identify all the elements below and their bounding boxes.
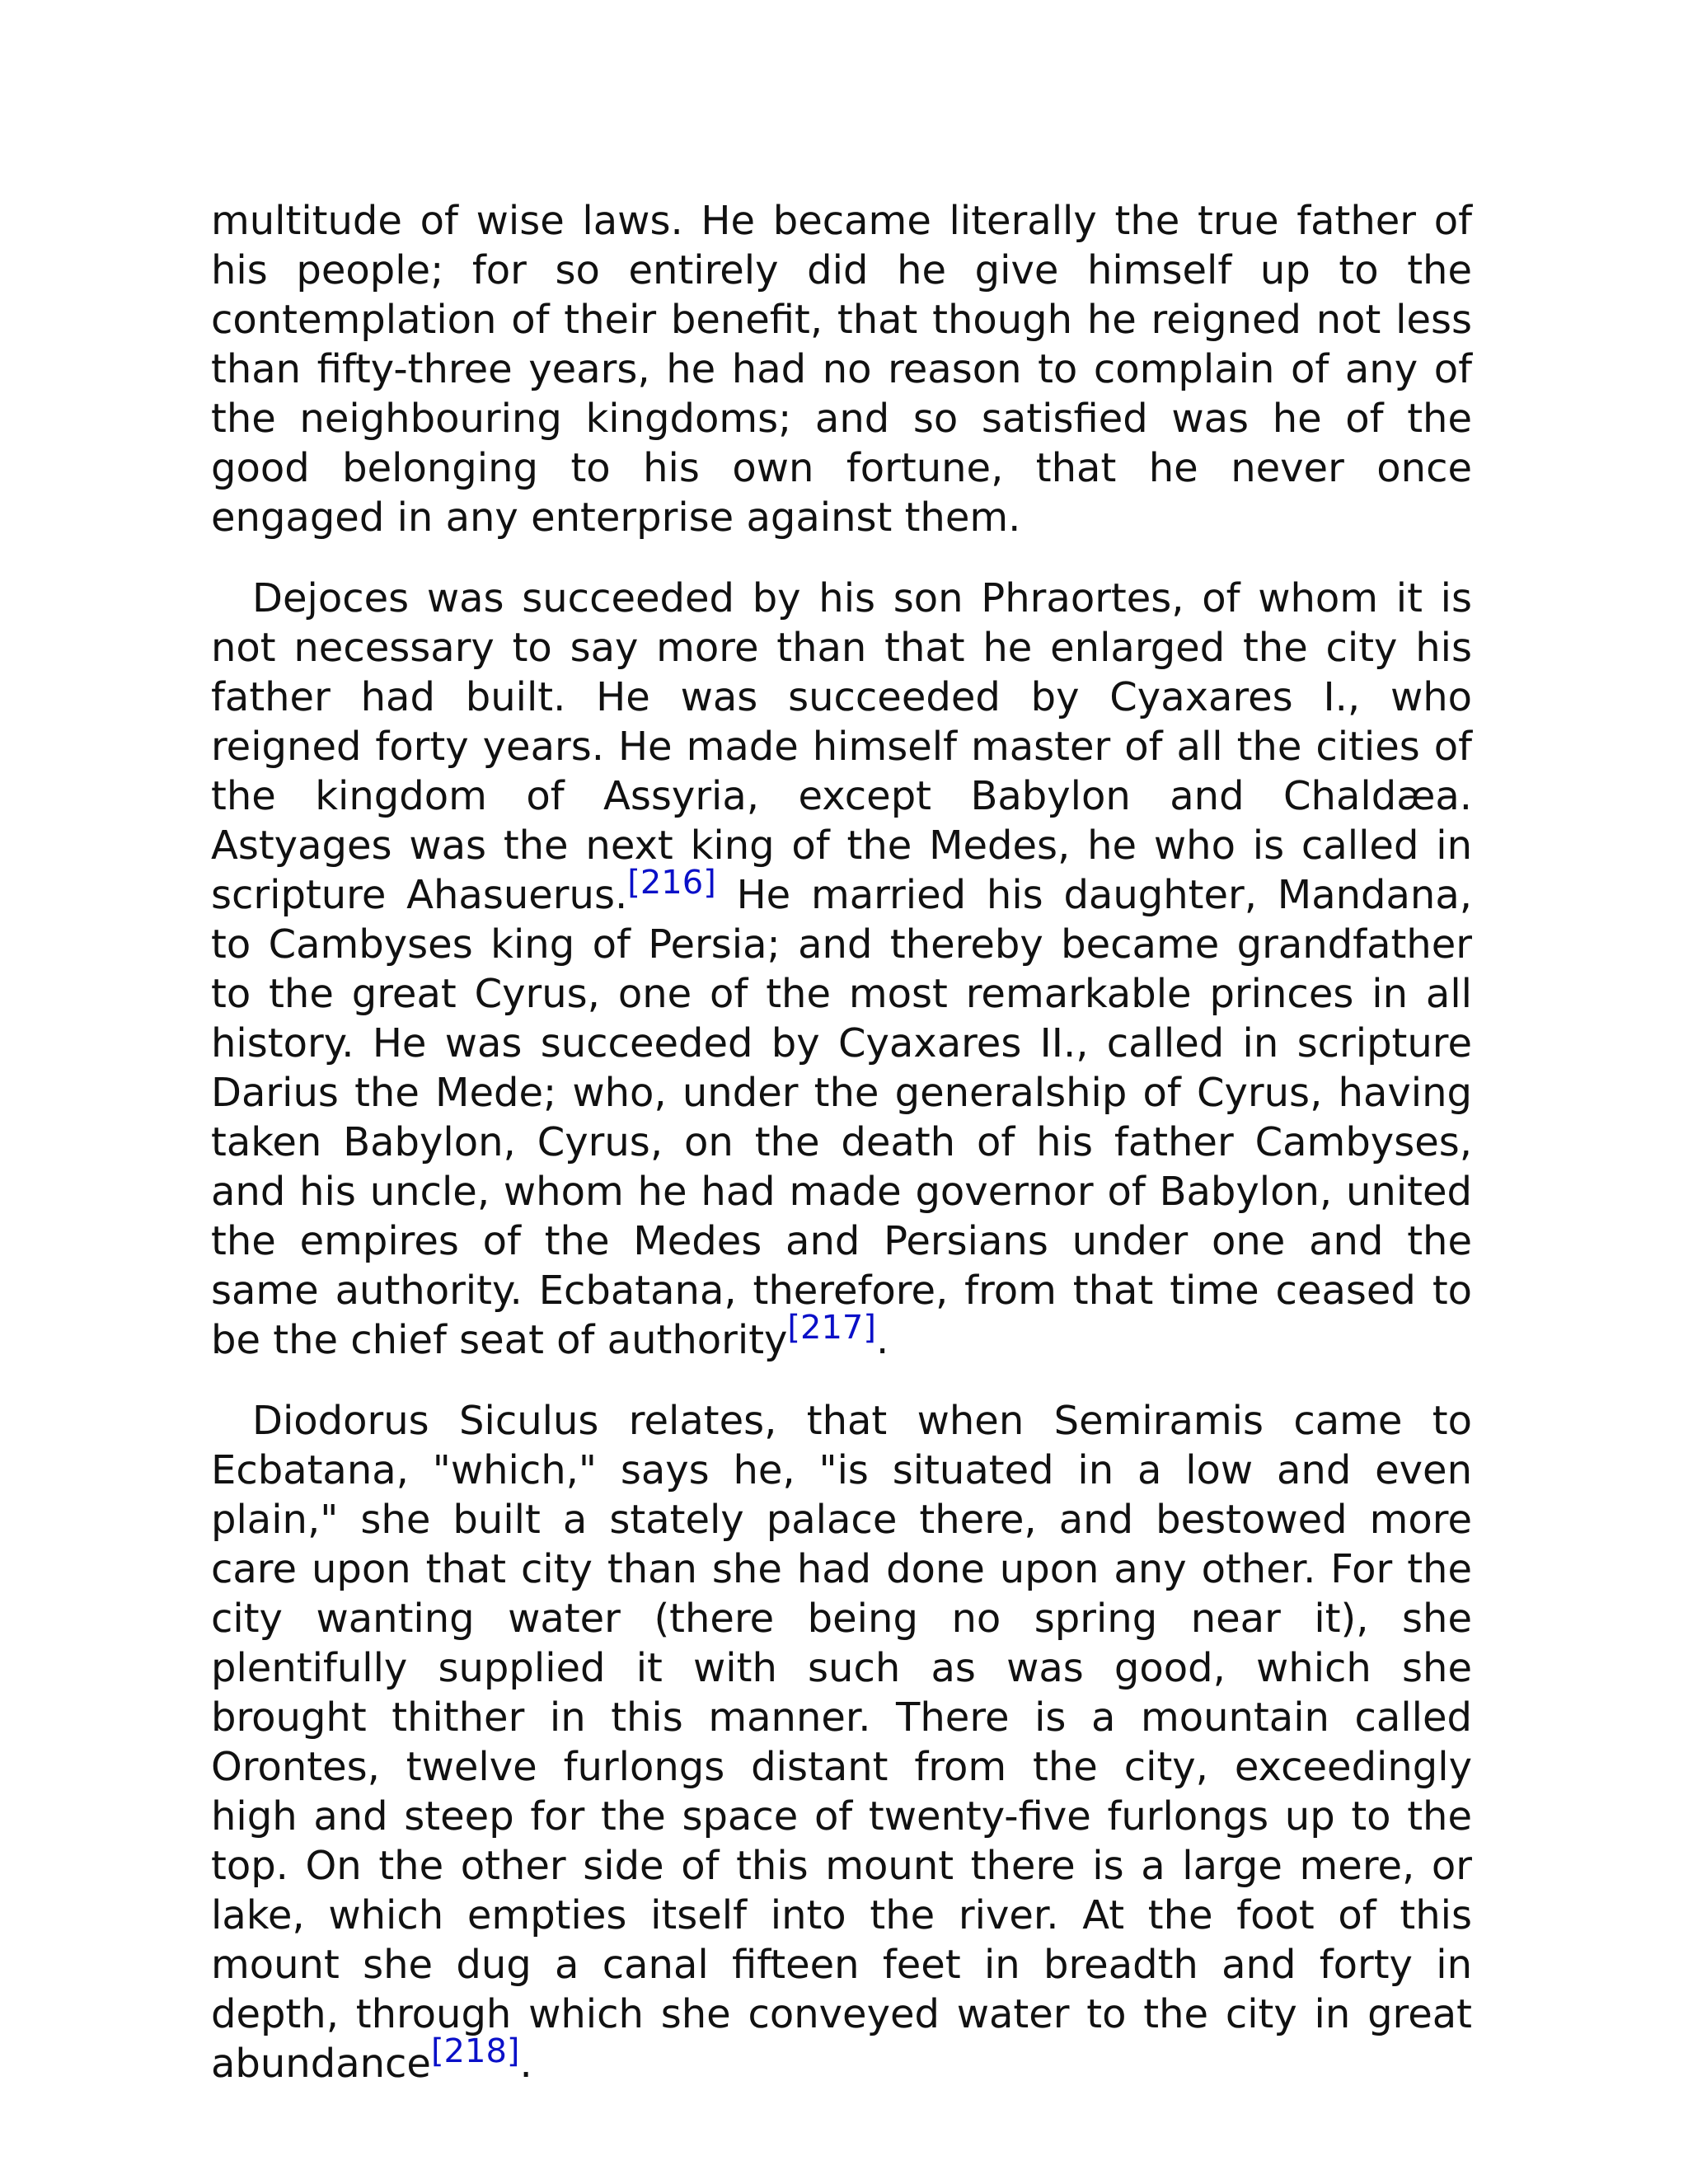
paragraph-3 [211, 1396, 1472, 2088]
paragraph-2 [211, 574, 1472, 1365]
footnote-link-217[interactable]: [217] [787, 1309, 876, 1347]
paragraph-text: . [519, 2041, 532, 2087]
paragraph-text: He married his daughter, Mandana, to Cambyses king of Persia; and thereby became grandfather to the great Cyrus, one of the most remarkable princes in all history. He was succeeded by Cyaxares II., called in scripture Darius the Mede; who, under the generalship of Cyrus, having taken Babylon, Cyrus, on the death of his father Cambyses, and his uncle, whom he had made governor of Babylon, united the empires of the Medes and Persians under one and the same authority. Ecbatana, therefore, from that time ceased to be the chief seat of authority [211, 872, 1473, 1363]
footnote-link-216[interactable]: [216] [627, 864, 716, 902]
footnote-link-218[interactable]: [218] [430, 2032, 520, 2070]
document-page [211, 196, 1472, 2120]
paragraph-text: multitude of wise laws. He became literally the true father of his people; for so entirely did he give himself up to the contemplation of their benefit, that though he reigned not less than fifty-three years, he had no reason to complain of any of the neighbouring kingdoms; and so satisfied was he of the good belonging to his own fortune, that he never once engaged in any enterprise against them. [211, 198, 1472, 541]
paragraph-text: . [875, 1317, 889, 1363]
paragraph-text: Diodorus Siculus relates, that when Semiramis came to Ecbatana, "which," says he, "is situated in a low and even plain," she built a stately palace there, and bestowed more care upon that city than she had done upon any other. For the city wanting water (there being no spring near it), she plentifully supplied it with such as was good, which she brought thither in this manner. There is a mountain called Orontes, twelve furlongs distant from the city, exceedingly high and steep for the space of twenty-five furlongs up to the top. On the other side of this mount there is a large mere, or lake, which empties itself into the river. At the foot of this mount she dug a canal fifteen feet in breadth and forty in depth, through which she conveyed water to the city in great abundance [211, 1398, 1472, 2087]
paragraph-text: Dejoces was succeeded by his son Phraortes, of whom it is not necessary to say more than that he enlarged the city his father had built. He was succeeded by Cyaxares I., who reigned forty years. He made himself master of all the cities of the kingdom of Assyria, except Babylon and Chaldæa. Astyages was the next king of the Medes, he who is called in scripture Ahasuerus. [211, 575, 1472, 918]
paragraph-1 [211, 196, 1472, 542]
